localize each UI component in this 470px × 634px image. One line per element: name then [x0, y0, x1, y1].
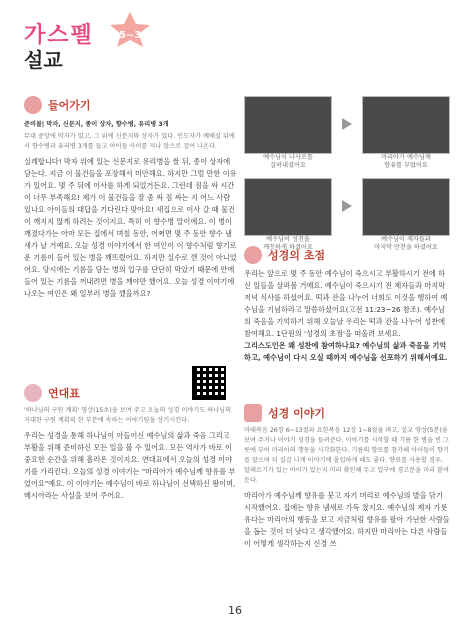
- page-title: 설교: [24, 48, 63, 72]
- intro-section: [24, 96, 238, 300]
- arrow-icon: [342, 200, 352, 212]
- flame-icon: [24, 96, 42, 114]
- story-section: [244, 404, 450, 550]
- intro-heading: 들어가기: [48, 99, 91, 112]
- panel-image-3: [244, 178, 332, 236]
- book-icon: [244, 404, 262, 422]
- qr-code[interactable]: [192, 366, 226, 400]
- story-note: 마태복음 26장 6~13절과 요한복음 12장 1~8절을 펴고, 설교 영상(5분)을 보여 주거나 이야기 성경을 들려준다. 이야기를 시작할 때 기름 한 병을 빈 그릇에 부어 마리아의 행동을 시각화한다. 기름의 향로를 참가해 아이들이 향기를 맡으며 더 실감 나게 이야기에 몰입하게 해도 좋다. 향료를 사용할 경우, 알레르기가 있는 아이가 있는지 미리 확인해 두고 입구에 경고문을 미리 붙여 둔다.: [244, 427, 449, 484]
- panel-caption-3: 예수님이 성전을 깨끗하게 하셨어요: [263, 236, 313, 251]
- focus-section: [244, 246, 450, 364]
- intro-body: 실례합니다! 막자 위에 있는 신문지로 유리병을 쌀 뒤, 종이 상자에 담는다. 지금 이 물건들을 포장해서 미안해요. 하지만 그럴 만한 이유가 있어요. 몇 주 뒤에 이사를 하게 되었거든요. 그런데 짐을 싸 시간이 너무 부족해요! 제가 이 물건들을 잘 좀 싸 짐 싸는 지 어느 사람 있나요 아이들의 대답을 기다린다 맞아요! 새집으로 이사 갈 때 물건이 깨지지 않게 하려는 것이지요. 특히 이 향수병 말이에요. 이 병이 깨졌다가는 아마 모든 집에서 며칠 동안, 어쩌면 몇 주 동안 향수 냄새가 날 거예요. 오늘 성경 이야기에서 한 여인이 이 향수처럼 향기로운 기름이 들어 있는 병을 깨뜨렸어요. 하지만 실수로 깬 것이 아니었어요. 당시에는 기름을 담는 병의 입구를 단단히 막았기 때문에 안에 들어 있는 기름을 꺼내려면 병을 깨야만 했어요. 오늘 성경 이야기에 나오는 여인은 왜 일부러 병을 깼을까요?: [24, 157, 237, 298]
- focus-heading: 성경의 초점: [268, 249, 325, 262]
- timeline-icon: [24, 384, 42, 402]
- timeline-body: 우리는 성경을 통해 하나님이 아들이신 예수님의 삶과 죽음 그리고 부활을 위해 준비하신 모든 일을 볼 수 있어요. 모든 역사가 바로 이 중요한 순간을 위해 흘러온 것이지요. 연대표에서 오늘의 성경 이야기를 가리킨다. 오늘의 성경 이야기는 "마리아가 예수님께 향유를 부었어요"예요. 이 이야기는 예수님이 바로 하나님이 선택하신 왕이며, 메시아라는 사실을 보여 주어요.: [24, 431, 236, 500]
- panel-caption-4: 예수님이 제자들과 마지막 만찬을 하셨어요: [374, 236, 438, 251]
- timeline-heading: 연대표: [48, 387, 80, 400]
- timeline-note: '하나님의 구원 계획' 영상(15초)을 보여 주고 오늘의 성경 이야기도 하나님의 거대한 구원 계획의 한 부분에 속하는 이야기임을 상기시킨다.: [24, 407, 232, 424]
- page-number: 16: [228, 604, 242, 617]
- materials-line: 준비물| 막자, 신문지, 종이 상자, 향수병, 유리병 3개: [24, 121, 169, 128]
- panel-image-1: [244, 96, 332, 154]
- focus-icon: [244, 246, 262, 264]
- panel-image-4: [362, 178, 450, 236]
- timeline-section: [24, 384, 238, 502]
- story-panels: [244, 96, 450, 252]
- story-body: 마리아가 예수님께 향유를 붓고 자기 머리로 예수님의 발을 닦기 시작했어요. 집에는 향유 냄새로 가득 찼지요. 예수님의 제자 가룟 유다는 마리아의 행동을 보고 지금처럼 향유를 팔아 가난한 사람들을 돕는 것이 더 낫다고 생각했어요. 하지만 마리아는 다른 사람들이 어떻게 생각하는지 신경 쓰: [244, 491, 450, 548]
- panel-caption-2: 마리아가 예수님께 향유를 부었어요: [381, 154, 431, 169]
- duration-badge: 15~30분: [112, 30, 158, 41]
- story-heading: 성경 이야기: [268, 407, 325, 420]
- focus-body: 우리는 앞으로 몇 주 동안 예수님이 죽으시고 부활하시기 전에 하신 일들을 살펴볼 거예요. 예수님이 죽으시기 전 제자들과 마지막 저녁 식사를 하셨어요. 떡과 잔을 나누어 너희도 이것을 행하여 예수님을 기념하라고 말씀하셨어요(고전 11:23~26 참조). 예수님의 죽음을 기억하기 위해 오늘날 우리는 떡과 잔을 나누어 성찬에 참여해요. 1단원의 '성경의 초점'을 떠올려 보세요.: [244, 269, 448, 338]
- focus-emphasis: 그리스도인은 왜 성찬에 참여하나요? 예수님의 삶과 죽음을 기억하고, 예수님이 다시 오실 때까지 예수님을 선포하기 위해서예요.: [244, 341, 448, 362]
- panel-image-2: [362, 96, 450, 154]
- materials-note: 무대 중앙에 막자가 있고, 그 위에 신문지와 상자가 있다. 인도자가 예배실 뒤에서 향수병과 유리병 3개를 들고 아이들 사이를 지나 앞으로 걸어 나온다.: [24, 133, 235, 150]
- panel-caption-1: 예수님이 나사로를 살려내셨어요: [263, 154, 313, 169]
- series-title: 가스펠: [24, 23, 94, 48]
- arrow-icon: [342, 118, 352, 130]
